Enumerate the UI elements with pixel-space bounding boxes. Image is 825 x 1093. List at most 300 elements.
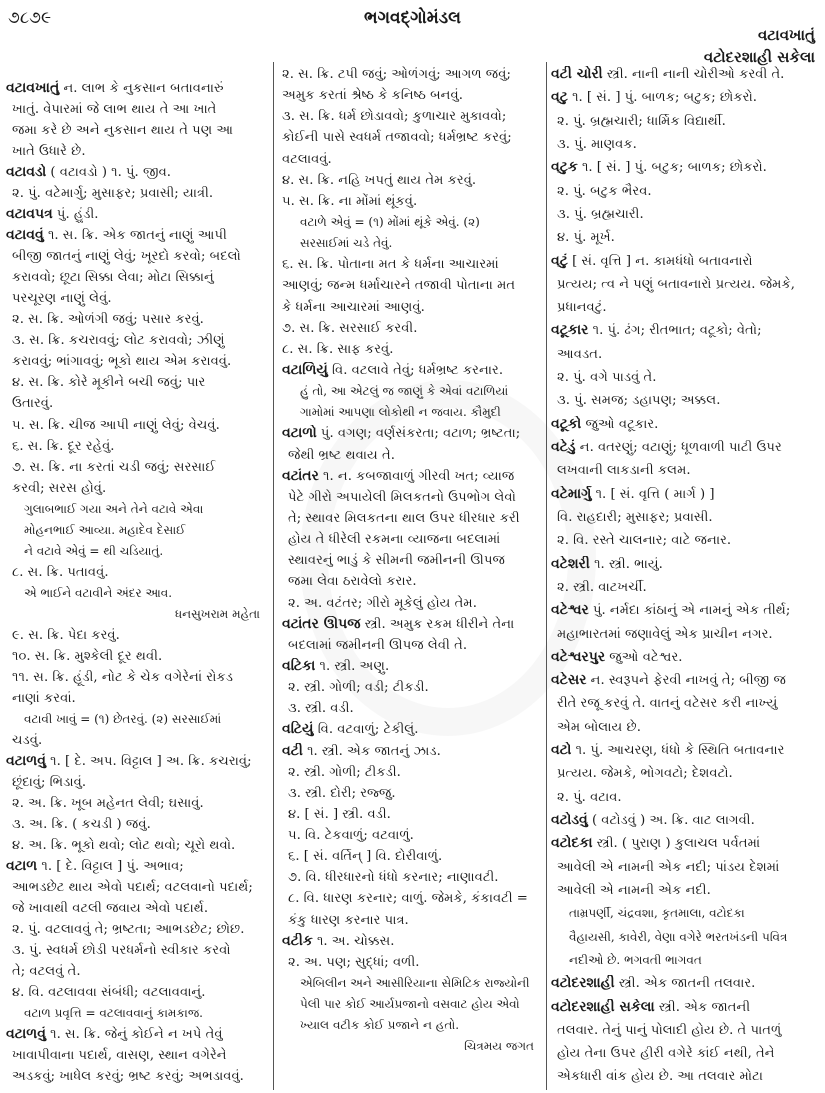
dictionary-entry-line: [551, 812, 819, 829]
definition-line: [6, 122, 268, 139]
line-text: હોય તે ધીરેલી રકમના વ્યાજના બદલામાં: [288, 532, 501, 548]
line-text: ૭. વિ. ધીરધારનો ધંધો કરનાર; નાણાવટી.: [288, 870, 499, 886]
line-text: ૨. અ. ક્રિ. ખૂબ મહેનત લેવી; ઘસાવું.: [12, 796, 204, 812]
line-text: ૩. પું. સ્વધર્મ છોડી પરધર્મનો સ્વીકાર કરવો: [12, 943, 231, 959]
guide-words: [704, 24, 815, 68]
definition-line: [6, 837, 268, 854]
line-text: તામ્રપર્ણી, ચંદ્રવશા, કૃતમાલા, વટોદકા: [569, 906, 745, 921]
line-text: પેટે ગીરો અપાયેલી મિલકતનો ઉપભોગ લેવો: [288, 489, 516, 505]
definition-line: [551, 206, 819, 223]
line-text: એ ભાઈને વટાવીને અંદર આવ.: [24, 585, 173, 600]
line-text: જમા લેવા ઠરાવેલો કરાર.: [288, 574, 417, 590]
line-text: ૮. સ. ક્રિ. પતાવવું.: [12, 564, 109, 580]
headword: વટાવડો: [6, 164, 47, 181]
definition-line: [282, 489, 542, 506]
definition-line: [6, 185, 268, 202]
definition-line: [551, 392, 819, 409]
example-line: [6, 501, 268, 518]
definition-line: [551, 183, 819, 200]
example-line: [6, 543, 268, 560]
line-text: ૨. સ. ક્રિ. ઓળંગી જવું; પસાર કરવું.: [12, 312, 204, 328]
column-divider: [273, 62, 274, 1090]
headword: વટોડવું: [551, 812, 588, 828]
column-divider: [546, 62, 547, 1090]
definition-line: [6, 101, 268, 118]
line-text: જમા કરે છે અને નુકસાન થાય તે પણ આ: [12, 123, 234, 139]
definition-line: [282, 299, 542, 316]
line-text: ૬. સ. ક્રિ. પોતાના મત કે ધર્મના આચારમાં: [282, 257, 499, 273]
definition-line: [282, 320, 542, 337]
line-text: કંકુ ધારણ કરનાર પાત્ર.: [288, 912, 409, 928]
definition-line: [6, 984, 268, 1001]
example-line: [282, 996, 542, 1013]
line-text: વિ. વટવાળું; ટેકીલું.: [313, 722, 419, 738]
line-text: ૧. ન. કબજાવાળું ગીરવી ખત; વ્યાજ: [318, 468, 515, 484]
definition-line: [551, 299, 819, 316]
example-line: [6, 522, 268, 539]
definition-line: [282, 66, 542, 83]
headword: વટિકા: [282, 657, 316, 674]
definition-line: [551, 113, 819, 130]
line-text: સ્ત્રી. નાની નાની ચોરીઓ કરવી તે.: [602, 67, 785, 82]
definition-line: [6, 816, 268, 833]
line-text: ૩. સ. ક્રિ. ધર્મ છોડાવવો; કુળાચાર મુકાવવો;: [282, 109, 507, 125]
line-text: ૪. પું. મૂર્ખ.: [557, 230, 615, 246]
definition-line: [6, 564, 268, 581]
line-text: નદીઓ છે. ભગવતી ભાગવત: [569, 952, 702, 967]
dictionary-entry-line: [551, 159, 819, 176]
dictionary-entry-line: [282, 933, 542, 950]
headword: વટોદરશાહી: [551, 975, 615, 992]
line-text: નાણાં કરવાં.: [12, 690, 76, 706]
definition-line: [6, 774, 268, 791]
definition-line: [6, 648, 268, 665]
line-text: ખાતું. વેપારમાં જે લાભ થાય તે આ ખાતે: [12, 102, 217, 118]
headword: વટાંતર: [282, 467, 319, 484]
line-text: અમુક કરતાં શ્રેષ્ઠ કે કનિષ્ઠ બનવું.: [282, 88, 463, 104]
line-text: ગામોમાં આપણા લોકોથી ન જવાય. કૌમુદી: [300, 405, 501, 420]
line-text: વટાળે એવું = (૧) મોંમાં થૂંકે એવું. (૨): [300, 214, 480, 229]
line-text: તે; વટલવું તે.: [12, 964, 81, 980]
line-text: પેલી પાર કોઈ આર્યપ્રજાનો વસવાટ હોય એવો: [300, 997, 520, 1012]
line-text: રીતે રજૂ કરવું તે. વાતનું વટેસર કરી નાખ્યું: [557, 696, 778, 712]
line-text: પ્રધાનવટું.: [557, 300, 607, 316]
dictionary-entry-line: [282, 743, 542, 760]
definition-line: [282, 277, 542, 294]
definition-line: [6, 311, 268, 328]
definition-line: [551, 789, 819, 806]
column-3: [551, 66, 819, 1086]
headword: વટેમાર્ગુ: [551, 485, 592, 502]
line-text: ૧. [ દે. વિટ્ટાલ ] પું. અભાવ;: [37, 859, 184, 875]
definition-line: [551, 1022, 819, 1039]
headword: વટેડું: [551, 439, 576, 455]
line-text: ધનસુખરામ મહેતા: [174, 606, 260, 621]
headword: વટિયું: [282, 721, 314, 738]
definition-line: [6, 459, 268, 476]
line-text: આવેલી એ નામની એક નદી; પાંડય દેશમાં: [557, 859, 780, 875]
definition-line: [6, 627, 268, 644]
definition-line: [6, 395, 268, 412]
definition-line: [282, 108, 542, 125]
dictionary-entry-line: [6, 753, 268, 770]
line-text: ૩. સ્ત્રી. દોરી; રજ્જુ.: [288, 785, 396, 801]
dictionary-entry-line: [282, 425, 542, 442]
line-text: ૪. [ સં. ] સ્ત્રી. વડી.: [288, 806, 391, 822]
line-text: તલવાર. તેનું પાનું પોલાદી હોય છે. તે પાતળું: [557, 1022, 782, 1038]
headword: વટોદરશાહી સકેલા: [551, 998, 655, 1015]
line-text: પું. હુંડી.: [52, 207, 99, 223]
line-text: ૧૦. સ. ક્રિ. મુશ્કેલી દૂર થવી.: [12, 648, 163, 664]
headword: વટી: [282, 742, 303, 759]
line-text: વિ. રાહદારી; મુસાફર; પ્રવાસી.: [557, 509, 713, 525]
headword: વટેશરી: [551, 555, 590, 572]
line-text: ૧. [ સં. ] પું. બટુક; બાળક; છોકરો.: [577, 160, 767, 176]
definition-line: [551, 579, 819, 596]
line-text: ૫. સ. ક્રિ. ના મોંમાં થૂંકવું.: [282, 193, 418, 209]
line-text: ૧. [ સં. ] પું. બાળક; બટુક; છોકરો.: [567, 90, 757, 106]
line-text: કરાવવું; ભાંગાવવું; ભૂકો થાય એમ કરાવવું.: [12, 354, 232, 370]
definition-line: [282, 87, 542, 104]
line-text: ૧. અ. ચોક્કસ.: [312, 933, 395, 949]
line-text: ૩. પું. માણવક.: [557, 136, 637, 152]
line-text: જે ખાવાથી વટલી જવાય એવો પદાર્થ.: [12, 901, 209, 917]
line-text: અડકવું; ખાધેલ કરવું; ભ્રષ્ટ કરવું; અભડાવવું.: [12, 1069, 244, 1085]
definition-line: [6, 248, 268, 265]
line-text: ન. લાભ કે નુકસાન બતાવનારું: [59, 81, 224, 96]
line-text: ૩. અ. ક્રિ. ( કચડી ) જવું.: [12, 817, 151, 833]
line-text: ૧. સ્ત્રી. અણુ.: [315, 658, 390, 674]
line-text: ૨. પું. વટેમાર્ગુ; મુસાફર; પ્રવાસી; યાત્રી.: [12, 186, 214, 202]
line-text: ૨. અ. વટંતર; ગીરો મૂકેલું હોય તેમ.: [288, 595, 477, 611]
dictionary-entry-line: [282, 362, 542, 379]
definition-line: [551, 229, 819, 246]
line-text: ૭. સ. ક્રિ. સરસાઈ કરવી.: [282, 320, 418, 336]
line-text: ૩. પું. સમજ; ડહાપણ; અક્કલ.: [557, 393, 721, 409]
line-text: ૭. સ. ક્રિ. ના કરતાં ચડી જવું; સરસાઈ: [12, 459, 216, 475]
line-text: ૨. સ્ત્રી. ગોળી; વડી; ટીકડી.: [288, 680, 429, 696]
definition-line: [282, 531, 542, 548]
headword: વટુ: [551, 89, 568, 106]
line-text: ચિત્રમય જગત: [464, 1039, 534, 1054]
definition-line: [551, 369, 819, 386]
line-text: આવડત.: [557, 346, 603, 362]
headword: વટાંતર ઊપજ: [282, 615, 361, 632]
line-text: ૨. અ. પણ; સુદ્ધાં; વળી.: [288, 954, 420, 970]
definition-line: [282, 256, 542, 273]
definition-line: [6, 1047, 268, 1064]
line-text: આણવું; જન્મ ધર્માચારને તજાવી પોતાના મત: [282, 278, 516, 294]
line-text: કે ધર્મના આચારમાં આણવું.: [282, 299, 425, 315]
headword: વટેશ્વરપુર: [551, 648, 606, 665]
line-text: ૧. સ્ત્રી. એક જાતનું ઝાડ.: [302, 743, 441, 759]
line-text: ૧. સ. ક્રિ. જેનું કોઈને ન ખપે તેવું: [45, 1027, 223, 1043]
definition-line: [6, 942, 268, 959]
dictionary-entry-line: [551, 649, 819, 666]
page-number: ૭૮૭૯: [8, 8, 52, 28]
line-text: ખાતે ઉધારે છે.: [12, 144, 86, 160]
headword: વટાળવું: [6, 753, 46, 769]
definition-line: [551, 462, 819, 479]
example-line: [551, 929, 819, 946]
dictionary-entry-line: [551, 439, 819, 456]
definition-line: [6, 353, 268, 370]
headword: વટાળો: [282, 425, 317, 442]
example-line: [282, 1017, 542, 1034]
citation-line: [282, 1038, 542, 1055]
definition-line: [551, 1068, 819, 1085]
definition-line: [6, 332, 268, 349]
example-line: [551, 952, 819, 969]
dictionary-entry-line: [6, 80, 268, 97]
dictionary-entry-line: [6, 164, 268, 181]
line-text: એબિલીન અને આસીરિયાના સેમિટિક રાજ્યોની: [300, 976, 530, 991]
definition-line: [282, 785, 542, 802]
line-text: એકધારી વાંક હોય છે. આ તલવાર મોટા: [557, 1069, 763, 1085]
dictionary-entry-line: [282, 721, 542, 738]
line-text: ૫. વિ. ટેકવાળું; વટવાળું.: [288, 828, 414, 844]
line-text: ૧. [ દે. અપ. વિટ્ટાલ ] અ. ક્રિ. કચરાવું;: [45, 754, 252, 769]
definition-line: [282, 193, 542, 210]
definition-line: [551, 859, 819, 876]
definition-line: [551, 882, 819, 899]
line-text: લખવાની લાકડાની કલમ.: [557, 463, 691, 479]
dictionary-entry-line: [282, 616, 542, 633]
headword: વટાવવું: [6, 227, 44, 244]
definition-line: [6, 269, 268, 286]
line-text: ને વટાવે એવું = થી ચડિયાતું.: [24, 543, 164, 558]
guide-word-last: વટોદરશાહી સકેલા: [703, 48, 815, 66]
definition-line: [6, 374, 268, 391]
definition-line: [551, 719, 819, 736]
line-text: વૈહાયસી, કાવેરી, વેણા વગેરે ભરતખંડની પવિત્ર: [569, 929, 788, 944]
definition-line: [6, 143, 268, 160]
line-text: ૧. [ સં. વૃત્તિ ( માર્ગ ) ]: [591, 486, 715, 502]
definition-line: [551, 765, 819, 782]
definition-line: [551, 346, 819, 363]
definition-line: [282, 890, 542, 907]
guide-word-first: વટાવખાતું: [757, 26, 815, 44]
definition-line: [6, 417, 268, 434]
column-1: [6, 80, 268, 1086]
example-line: [6, 711, 268, 728]
headword: વટૂકાર: [551, 322, 589, 339]
line-text: ૧. પું. ઢંગ; રીતભાત; વટૂકો; વેતો;: [588, 323, 762, 339]
line-text: કરાવવો; છૂટા સિક્કા લેવા; મોટા સિક્કાનું: [12, 270, 214, 286]
definition-line: [6, 1068, 268, 1085]
dictionary-entry-line: [6, 227, 268, 244]
line-text: ૨. પું. વગે પાડવું તે.: [557, 370, 657, 386]
line-text: [ સં. વૃત્તિ ] ન. કામધંધો બતાવનારો: [567, 253, 753, 269]
line-text: ૧૧. સ. ક્રિ. હૂંડી, નોટ કે ચેક વગેરેનાં રોકડ: [12, 669, 233, 685]
line-text: ૧. સ્ત્રી. ભાયું.: [589, 556, 663, 572]
example-line: [282, 214, 542, 231]
line-text: હોય તેના ઉપર હીરી વગેરે કાંઈ નથી, તેને: [557, 1046, 775, 1062]
line-text: ન. સ્વરૂપને ફેરવી નાખવું તે; બીજી જ: [586, 673, 786, 689]
example-line: [551, 905, 819, 922]
example-line: [282, 383, 542, 400]
definition-line: [282, 172, 542, 189]
headword: વટું: [551, 252, 568, 269]
definition-line: [6, 963, 268, 980]
line-text: બદલામાં જમીનની ઊપજ લેવી તે.: [288, 637, 468, 653]
line-text: ( વટાવડો ) ૧. પું. જીવ.: [46, 165, 171, 181]
definition-line: [282, 573, 542, 590]
line-text: ૪. સ. ક્રિ. નહિ ખપતું થાય તેમ કરવું.: [282, 172, 477, 188]
line-text: ચડવું.: [12, 732, 43, 748]
headword: વટાવપત્ર: [6, 206, 53, 223]
dictionary-entry-line: [551, 975, 819, 992]
definition-line: [6, 690, 268, 707]
line-text: સ્ત્રી. અમુક રકમ ધીરીને તેના: [360, 616, 515, 632]
line-text: ન. વતરણું; વટાણું; ધૂળવાળી પાટી ઉપર: [575, 440, 782, 455]
dictionary-entry-line: [551, 742, 819, 759]
headword: વટેસર: [551, 672, 587, 689]
line-text: તે; સ્થાવર મિલકતના થાલ ઉપર ધીરધાર કરી: [288, 510, 520, 526]
line-text: વટાળ પ્રવૃત્તિ = વટલાવવાનું કામકાજ.: [24, 1006, 203, 1021]
citation-line: [6, 606, 268, 623]
line-text: પ્રત્યય; ત્વ ને પણું બતાવનારો પ્રત્યય. જેમકે,: [557, 276, 795, 292]
definition-line: [551, 532, 819, 549]
definition-line: [282, 869, 542, 886]
headword: વટૂકો: [551, 415, 582, 432]
definition-line: [282, 151, 542, 168]
line-text: હું તો, આ એટલું જ જાણું કે એવાં વટાળિયાં: [300, 384, 509, 399]
line-text: બીજી જાતનું નાણું લેવું; ખૂરદો કરવો; બદલો: [12, 249, 241, 265]
line-text: વટલાવવું.: [282, 151, 332, 167]
headword: વટી ચોરી: [551, 66, 603, 82]
example-line: [282, 235, 542, 252]
definition-line: [282, 827, 542, 844]
definition-line: [6, 438, 268, 455]
line-text: જુઓ વટેશ્વર.: [605, 649, 683, 665]
line-text: વિ. વટલાવે તેવું; ધર્મભ્રષ્ટ કરનાર.: [327, 362, 504, 378]
book-title: ભગવદ્ગોમંડલ: [364, 8, 461, 28]
line-text: છૂંદાવું; ભિડાવું.: [12, 775, 87, 791]
definition-line: [6, 732, 268, 749]
definition-line: [282, 637, 542, 654]
definition-line: [282, 806, 542, 823]
dictionary-entry-line: [551, 89, 819, 106]
line-text: ૨. સ. ક્રિ. ટપી જવું; ઓળંગવું; આગળ જવું;: [282, 67, 511, 82]
definition-line: [282, 912, 542, 929]
definition-line: [6, 669, 268, 686]
column-2: [282, 66, 542, 1056]
line-text: ૨. વિ. રસ્તે ચાલનાર; વાટે જનાર.: [557, 533, 732, 549]
line-text: ઉતારવું.: [12, 396, 54, 412]
definition-line: [282, 341, 542, 358]
line-text: ૩. સ્ત્રી. વડી.: [288, 701, 354, 717]
definition-line: [282, 679, 542, 696]
line-text: પરચૂરણ નાણું લેવું.: [12, 291, 112, 307]
line-text: સ્ત્રી. એક જાતની તલવાર.: [614, 976, 756, 992]
line-text: ખાવાપીવાના પદાર્થ, વાસણ, સ્થાન વગેરેને: [12, 1048, 227, 1064]
line-text: ૨. સ્ત્રી. ગોળી; ટીકડી.: [288, 764, 401, 780]
line-text: મહાભારતમાં જણાવેલું એક પ્રાચીન નગર.: [557, 626, 773, 642]
definition-line: [551, 695, 819, 712]
headword: વટાવખાતું: [6, 80, 60, 96]
dictionary-entry-line: [551, 835, 819, 852]
headword: વટાળવું: [6, 1026, 46, 1043]
line-text: મોહનભાઈ આવ્યા. મહાદેવ દેસાઈ: [24, 522, 186, 537]
dictionary-entry-line: [6, 858, 268, 875]
definition-line: [6, 480, 268, 497]
line-text: ૧. સ. ક્રિ. એક જાતનું નાણું આપી: [43, 228, 227, 244]
definition-line: [6, 290, 268, 307]
definition-line: [282, 129, 542, 146]
line-text: વટાવી ખાવું = (૧) છેતરવું. (૨) સરસાઈમાં: [24, 711, 222, 726]
dictionary-entry-line: [551, 253, 819, 270]
definition-line: [282, 447, 542, 464]
line-text: ૪. અ. ક્રિ. ભૂકો થવો; લોટ થવો; ચૂરો થવો.: [12, 838, 236, 854]
headword: વટેશ્વર: [551, 602, 589, 619]
definition-line: [282, 595, 542, 612]
line-text: ૨. સ્ત્રી. વાટખર્ચી.: [557, 579, 647, 595]
definition-line: [551, 1045, 819, 1062]
dictionary-entry-line: [282, 468, 542, 485]
line-text: પ્રત્યય. જેમકે, ભોગવટો; દેશવટો.: [557, 766, 733, 782]
dictionary-entry-line: [551, 602, 819, 619]
headword: વટાળ: [6, 858, 38, 875]
example-line: [6, 1005, 268, 1022]
definition-line: [6, 900, 268, 917]
line-text: ૪. સ. ક્રિ. કોરે મૂકીને બચી જવું; પાર: [12, 375, 206, 391]
definition-line: [282, 764, 542, 781]
line-text: ૨. પું. બટુક ભૈરવ.: [557, 183, 652, 199]
line-text: ગુલાબભાઈ ગયા અને તેને વટાવે એવા: [24, 501, 204, 516]
dictionary-entry-line: [551, 322, 819, 339]
example-line: [6, 585, 268, 602]
dictionary-entry-line: [551, 66, 819, 83]
line-text: ૨. પું. બ્રહ્મચારી; ધાર્મિક વિદ્યાર્થી.: [557, 113, 726, 129]
line-text: ૩. સ. ક્રિ. કચરાવવું; લોટ કરાવવો; ઝીણું: [12, 333, 225, 349]
line-text: ૮. વિ. ધારણ કરનાર; વાળું. જેમકે, કંકાવટી =: [288, 891, 528, 907]
dictionary-entry-line: [551, 672, 819, 689]
line-text: ૧. પું. આચરણ, ધંધો કે સ્થિતિ બતાવનાર: [571, 743, 785, 759]
line-text: આવેલી એ નામની એક નદી.: [557, 882, 711, 898]
line-text: ૨. પું. વટાવ.: [557, 789, 622, 805]
headword: વટાળિયું: [282, 361, 328, 378]
line-text: ૫. સ. ક્રિ. ચીજ આપી નાણું લેવું; વેચવું.: [12, 417, 220, 433]
dictionary-entry-line: [551, 999, 819, 1016]
line-text: આભડછેટ થાય એવો પદાર્થ; વટલવાનો પદાર્થ;: [12, 880, 253, 896]
definition-line: [282, 954, 542, 971]
headword: વટીક: [282, 932, 313, 949]
headword: વટુક: [551, 159, 578, 176]
definition-line: [551, 509, 819, 526]
line-text: જેથી ભ્રષ્ટ થવાય તે.: [288, 447, 395, 463]
definition-line: [282, 700, 542, 717]
line-text: સરસાઈમાં ચડે તેવું.: [300, 236, 393, 251]
dictionary-entry-line: [551, 486, 819, 503]
line-text: કરવી; સરસ હોવું.: [12, 480, 107, 496]
definition-line: [282, 552, 542, 569]
definition-line: [6, 879, 268, 896]
line-text: ૩. પું. બ્રહ્મચારી.: [557, 206, 644, 222]
line-text: ૯. સ. ક્રિ. પેદા કરવું.: [12, 627, 120, 643]
line-text: કોઈની પાસે સ્વધર્મ તજાવવો; ધર્મભ્રષ્ટ કરવું;: [282, 130, 512, 146]
line-text: ખ્યાલ વટીક કોઈ પ્રજાને ન હતો.: [300, 1018, 460, 1033]
line-text: ૨. પું. વટલાવવું તે; ભ્રષ્ટતા; આભડછેટ; છોછ.: [12, 922, 245, 938]
line-text: એમ બોલાય છે.: [557, 719, 641, 735]
line-text: ૬. [ સં. વર્તિન્ ] વિ. દોરીવાળું.: [288, 849, 443, 865]
example-line: [282, 975, 542, 992]
line-text: સ્ત્રી. ( પુરાણ ) કુલાચલ પર્વતમાં: [592, 836, 761, 852]
definition-line: [551, 276, 819, 293]
headword: વટોદકા: [551, 835, 593, 852]
definition-line: [282, 510, 542, 527]
definition-line: [6, 921, 268, 938]
